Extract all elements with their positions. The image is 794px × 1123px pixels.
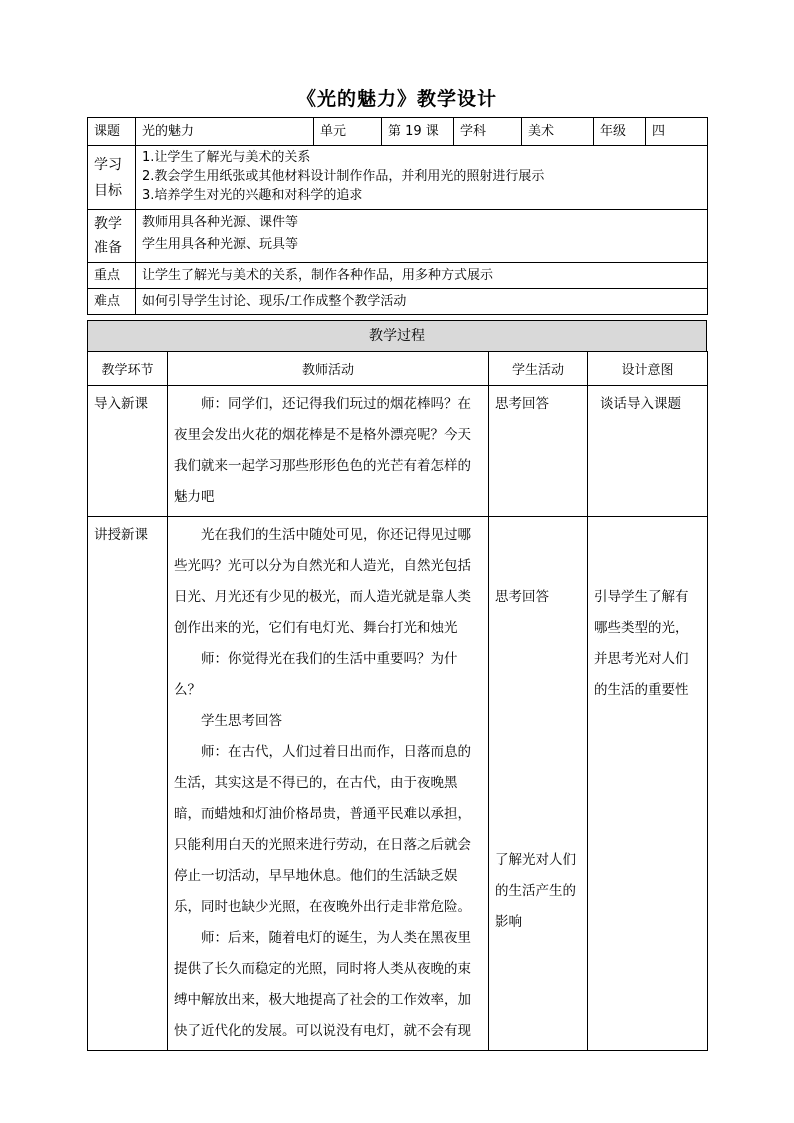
subject-value: 美术 <box>522 118 594 146</box>
grade-value: 四 <box>646 118 708 146</box>
col-header-intent: 设计意图 <box>588 352 708 386</box>
unit-label: 单元 <box>314 118 382 146</box>
teacher-paragraph: 学生思考回答 <box>201 713 282 729</box>
topic-label: 课题 <box>88 118 136 146</box>
info-row-difficulty <box>88 289 708 315</box>
process-heading: 教学过程 <box>87 320 707 352</box>
design-intent <box>588 386 708 517</box>
design-intent-text: 谈话导入课题 <box>600 396 681 412</box>
difficulty-text: 如何引导学生讨论、现乐/工作成整个教学活动 <box>136 289 708 315</box>
student-activity <box>489 517 588 1051</box>
col-header-teacher: 教师活动 <box>168 352 489 386</box>
teacher-paragraph: 光在我们的生活中随处可见，你还记得见过哪些光吗？光可以分为自然光和人造光，自然光包括日光、月光还有少见的极光，而人造光就是靠人类创作出来的光，它们有电灯光、舞台打光和烛光 <box>174 527 471 636</box>
stage-name-text: 讲授新课 <box>94 527 148 543</box>
prep-item: 教师用具各种光源、课件等 <box>142 215 299 230</box>
objective-item: 2.教会学生用纸张或其他材料设计制作作品，并利用光的照射进行展示 <box>142 169 545 184</box>
page-title: 《光的魅力》教学设计 <box>296 88 497 110</box>
key-text: 让学生了解光与美术的关系，制作各种作品，用多种方式展示 <box>136 263 708 289</box>
student-activity <box>489 386 588 517</box>
stage-name <box>88 386 168 517</box>
prep-item: 学生用具各种光源、玩具等 <box>142 237 299 252</box>
objectives-label-line: 目标 <box>94 182 122 199</box>
teacher-activity <box>168 517 489 1051</box>
design-intent <box>588 517 708 1051</box>
stage-name-text: 导入新课 <box>94 396 148 412</box>
student-activity-text: 思考回答 <box>495 396 549 412</box>
difficulty-label: 难点 <box>88 289 136 315</box>
process-header-row <box>88 352 708 386</box>
stage-row-intro <box>88 386 708 517</box>
student-activity-text: 了解光对人们的生活产生的影响 <box>495 852 576 930</box>
info-row-basic <box>88 118 708 146</box>
prep-label <box>88 210 136 263</box>
objective-item: 3.培养学生对光的兴趣和对科学的追求 <box>142 188 363 203</box>
objectives-label <box>88 146 136 210</box>
info-row-prep <box>88 210 708 263</box>
teacher-paragraph: 师：后来，随着电灯的诞生，为人类在黑夜里提供了长久而稳定的光照，同时将人类从夜晚的束缚中解放出来，极大地提高了社会的工作效率，加快了近代化的发展。可以说没有电灯，就不会有现 <box>174 930 471 1039</box>
objective-item: 1.让学生了解光与美术的关系 <box>142 150 311 165</box>
prep-label-line: 准备 <box>94 240 122 256</box>
stage-name <box>88 517 168 1051</box>
key-label: 重点 <box>88 263 136 289</box>
student-activity-text: 思考回答 <box>495 589 549 605</box>
objectives-label-line: 学习 <box>94 156 122 173</box>
col-header-student: 学生活动 <box>489 352 588 386</box>
prep-label-line: 教学 <box>94 216 122 232</box>
process-table <box>87 351 708 1051</box>
prep-list <box>136 210 708 263</box>
objectives-list <box>136 146 708 210</box>
teacher-activity <box>168 386 489 517</box>
info-row-key <box>88 263 708 289</box>
teacher-paragraph: 师：你觉得光在我们的生活中重要吗？为什么？ <box>174 651 458 698</box>
unit-value: 第 19 课 <box>382 118 454 146</box>
info-table <box>87 117 708 315</box>
topic-value: 光的魅力 <box>136 118 314 146</box>
grade-label: 年级 <box>594 118 646 146</box>
col-header-stage: 教学环节 <box>88 352 168 386</box>
info-row-objectives <box>88 146 708 210</box>
design-intent-text: 引导学生了解有哪些类型的光，并思考光对人们的生活的重要性 <box>594 589 689 698</box>
teacher-paragraph: 师：在古代，人们过着日出而作，日落而息的生活，其实这是不得已的，在古代，由于夜晚黑暗，而蜡烛和灯油价格昂贵，普通平民难以承担，只能利用白天的光照来进行劳动，在日落之后就会停止一切活动，早早地休息。他们的生活缺乏娱乐，同时也缺少光照，在夜晚外出行走非常危险。 <box>174 744 471 915</box>
stage-row-lecture <box>88 517 708 1051</box>
teacher-paragraph: 师：同学们，还记得我们玩过的烟花棒吗？在夜里会发出火花的烟花棒是不是格外漂亮呢？今天我们就来一起学习那些形形色色的光芒有着怎样的魅力吧 <box>174 396 471 505</box>
subject-label: 学科 <box>454 118 522 146</box>
